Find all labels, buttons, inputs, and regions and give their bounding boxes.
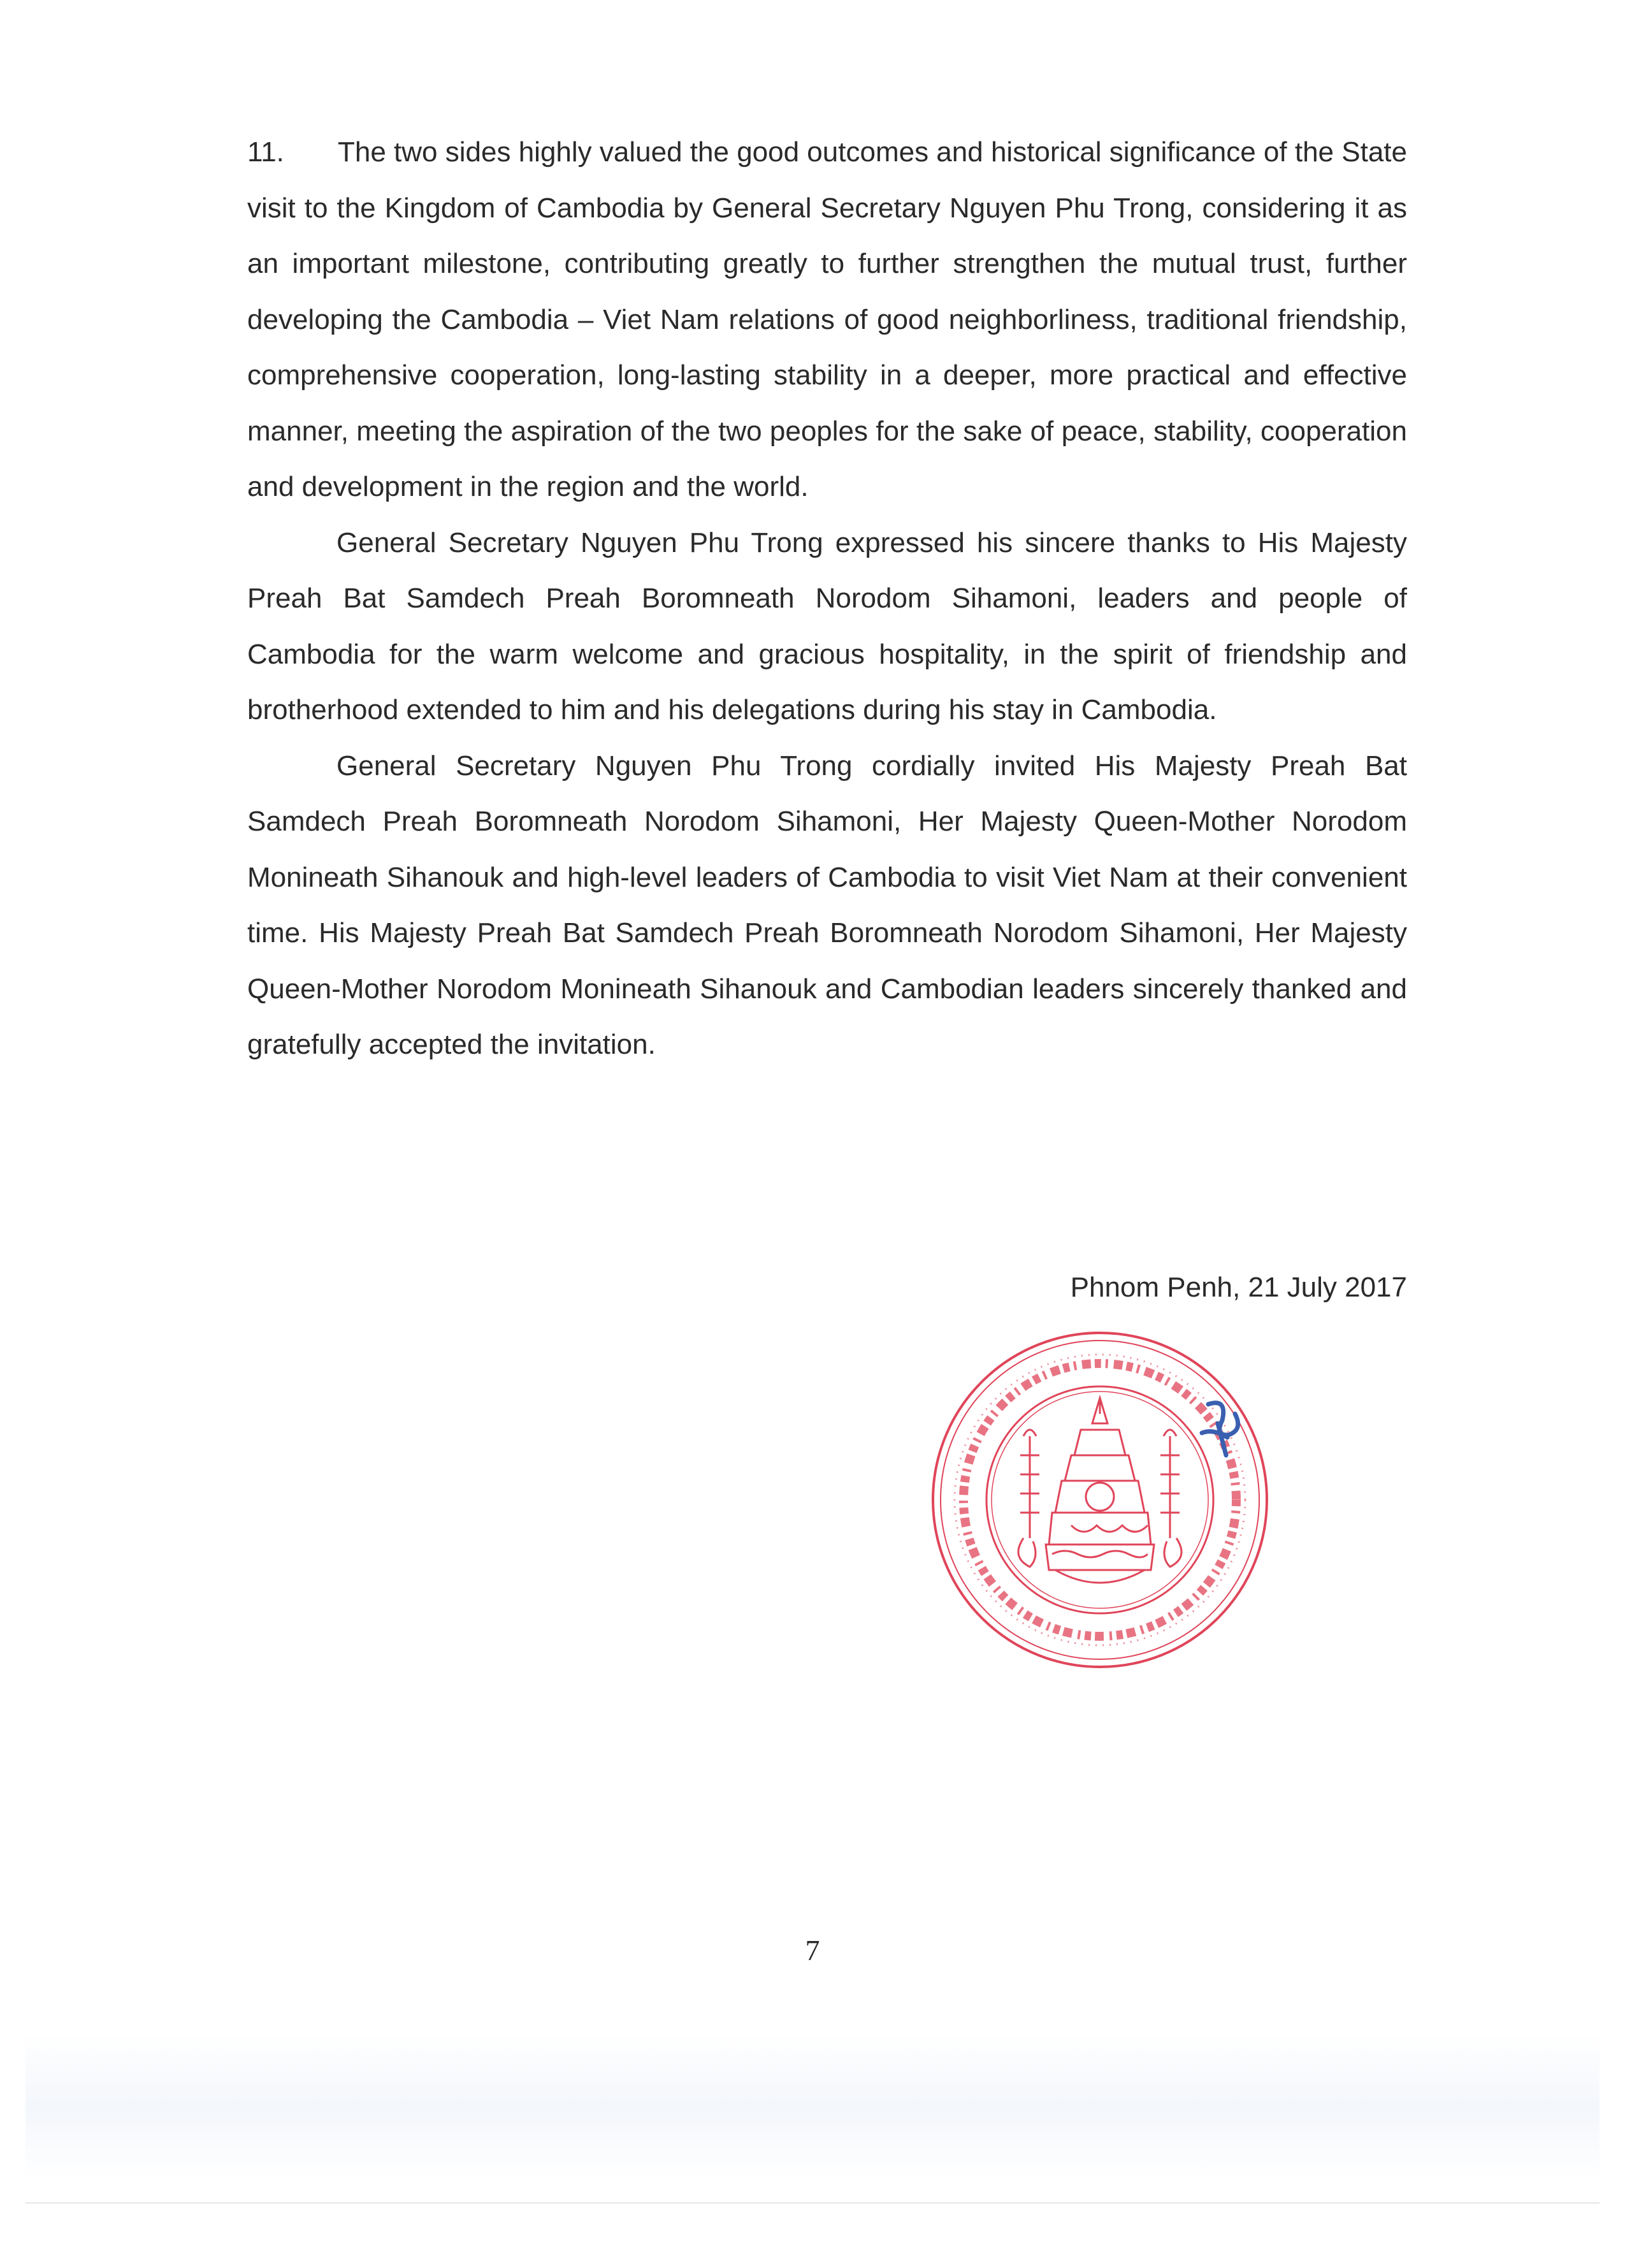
paragraph-invitation: General Secretary Nguyen Phu Trong cordially invited His Majesty Preah Bat Samdech Preah Boromneath Norodom Sihamoni, Her Majesty Queen-Mother Norodom Monineath Sihanouk and high-level leaders of Cambodia to visit Viet Nam at their convenient time. His Majesty Preah Bat Samdech Preah Boromneath Norodom Sihamoni, Her Majesty Queen-Mother Norodom Monineath Sihanouk and Cambodian leaders sincerely thanked and gratefully accepted the invitation.: [247, 750, 1407, 1060]
document-body: [247, 124, 1407, 1073]
scan-edge-line: [25, 2202, 1600, 2204]
paragraph-number: 11.: [247, 136, 284, 168]
place-and-date: Phnom Penh, 21 July 2017: [1070, 1272, 1407, 1303]
official-seal: [928, 1328, 1272, 1672]
paragraph-11: [247, 124, 1407, 515]
paragraph-11-text: The two sides highly valued the good outcomes and historical significance of the State visit to the Kingdom of Cambodia by General Secretary Nguyen Phu Trong, considering it as an important milestone, contributing greatly to further strengthen the mutual trust, further developing the Cambodia – Viet Nam relations of good neighborliness, traditional friendship, comprehensive cooperation, long-lasting stability in a deeper, more practical and effective manner, meeting the aspiration of the two peoples for the sake of peace, stability, cooperation and development in the region and the world.: [247, 136, 1407, 502]
paragraph-thanks: General Secretary Nguyen Phu Trong expressed his sincere thanks to His Majesty Preah Bat Samdech Preah Boromneath Norodom Sihamoni, leaders and people of Cambodia for the warm welcome and gracious hospitality, in the spirit of friendship and brotherhood extended to him and his delegations during his stay in Cambodia.: [247, 527, 1407, 725]
scan-artifact-band: [25, 2033, 1600, 2180]
page-number: 7: [805, 1934, 820, 1966]
